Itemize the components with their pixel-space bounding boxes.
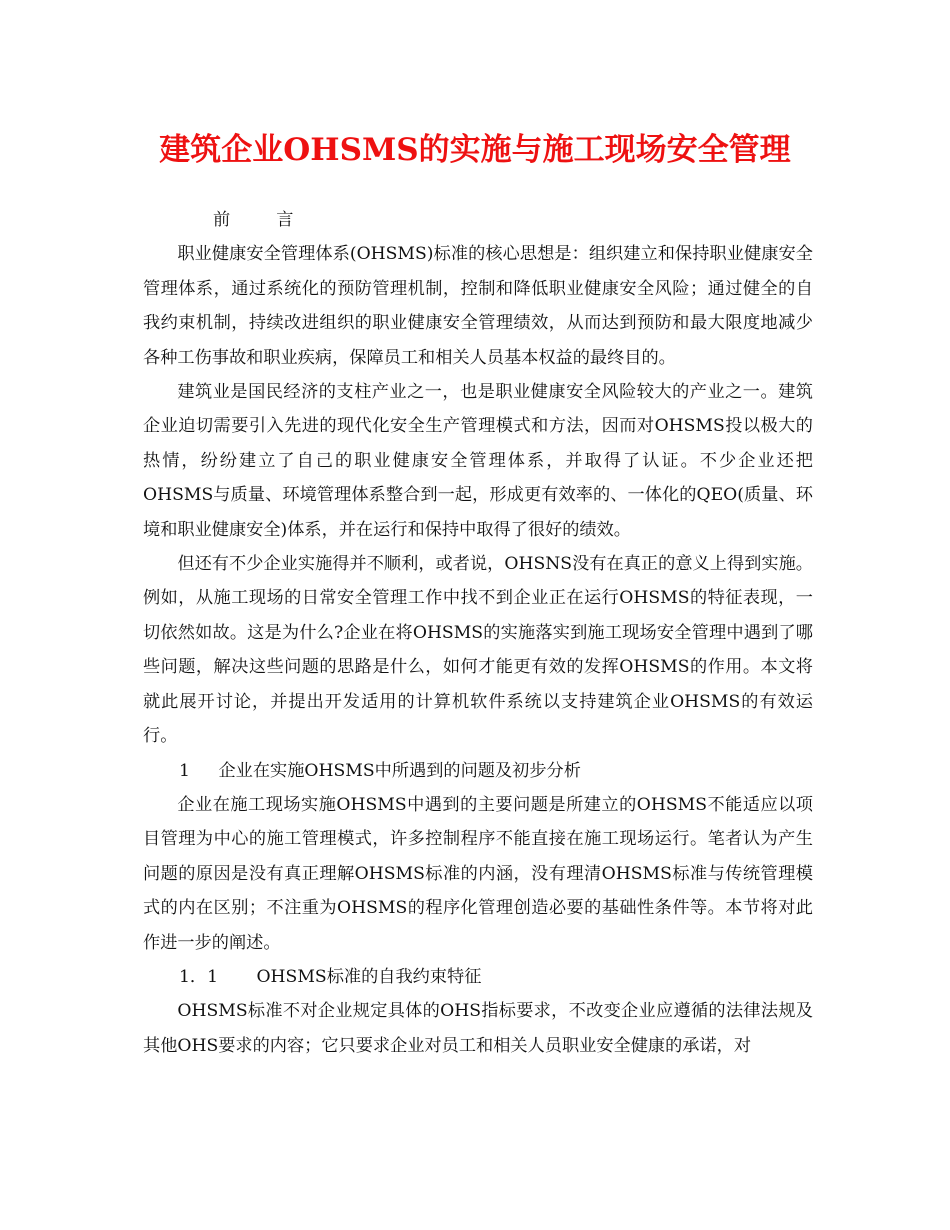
paragraph-intro-1: 职业健康安全管理体系(OHSMS)标准的核心思想是：组织建立和保持职业健康安全管理体系，通过系统化的预防管理机制，控制和降低职业健康安全风险；通过健全的自我约束机制，持续改进组织的职业健康安全管理绩效，从而达到预防和最大限度地减少各种工伤事故和职业疾病，保障员工和相关人员基本权益的最终目的。 xyxy=(143,244,813,368)
preface-heading: 前言 xyxy=(213,210,340,230)
section-1-title: 企业在实施OHSMS中所遇到的问题及初步分析 xyxy=(218,760,581,781)
section-1-1-heading xyxy=(143,960,813,994)
section-1-heading xyxy=(143,754,813,788)
section-1-1-title: OHSMS标准的自我约束特征 xyxy=(256,966,482,987)
section-1-paragraph: 企业在施工现场实施OHSMS中遇到的主要问题是所建立的OHSMS不能适应以项目管理为中心的施工管理模式，许多控制程序不能直接在施工现场运行。笔者认为产生问题的原因是没有真正理解OHSMS标准的内涵，没有理清OHSMS标准与传统管理模式的内在区别；不注重为OHSMS的程序化管理创造必要的基础性条件等。本节将对此作进一步的阐述。 xyxy=(143,794,813,953)
paragraph-intro-3: 但还有不少企业实施得并不顺利，或者说，OHSNS没有在真正的意义上得到实施。例如，从施工现场的日常安全管理工作中找不到企业正在运行OHSMS的特征表现，一切依然如故。这是为什么?企业在将OHSMS的实施落实到施工现场安全管理中遇到了哪些问题，解决这些问题的思路是什么，如何才能更有效的发挥OHSMS的作用。本文将就此展开讨论，并提出开发适用的计算机软件系统以支持建筑企业OHSMS的有效运行。 xyxy=(143,554,813,747)
document-title: 建筑企业OHSMS的实施与施工现场安全管理 xyxy=(159,132,791,168)
section-1-1-paragraph: OHSMS标准不对企业规定具体的OHS指标要求，不改变企业应遵循的法律法规及其他OHS要求的内容；它只要求企业对员工和相关人员职业安全健康的承诺，对 xyxy=(143,1001,813,1056)
section-1-number: 1 xyxy=(179,760,190,781)
section-1-1-number: 1．1 xyxy=(179,966,219,987)
paragraph-intro-2: 建筑业是国民经济的支柱产业之一，也是职业健康安全风险较大的产业之一。建筑企业迫切需要引入先进的现代化安全生产管理模式和方法，因而对OHSMS投以极大的热情，纷纷建立了自己的职业健康安全管理体系，并取得了认证。不少企业还把OHSMS与质量、环境管理体系整合到一起，形成更有效率的、一体化的QEO(质量、环境和职业健康安全)体系，并在运行和保持中取得了很好的绩效。 xyxy=(143,382,813,540)
document-body xyxy=(143,203,813,1063)
